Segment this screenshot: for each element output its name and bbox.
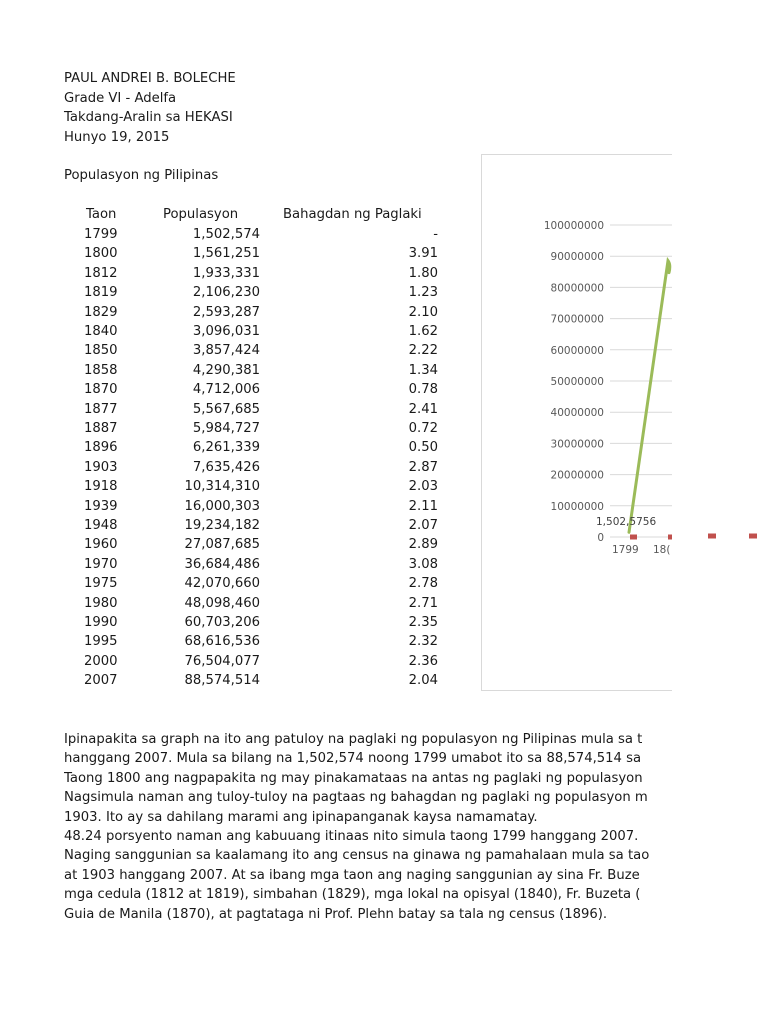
table-cell-year: 1819 (84, 285, 118, 301)
table-cell-population: 48,098,460 (184, 595, 260, 611)
table-cell-growth-rate: 2.36 (408, 653, 438, 669)
paragraph-line: mga cedula (1812 at 1819), simbahan (1829), mga lokal na opisyal (1840), Fr. Buzeta ( (64, 887, 641, 903)
table-cell-population: 5,984,727 (192, 421, 260, 436)
paragraph-line: Nagsimula naman ang tuloy-tuloy na pagtaas ng bahagdan ng paglaki ng populasyon m (64, 790, 648, 806)
paragraph-line: Ipinapakita sa graph na ito ang patuloy na paglaki ng populasyon ng Pilipinas mula sa t (64, 732, 643, 747)
table-cell-year: 1799 (84, 227, 118, 242)
table-cell-growth-rate: 0.78 (408, 382, 438, 398)
paragraph-line: Naging sanggunian sa kaalamang ito ang census na ginawa ng pamahalaan mula sa tao (64, 848, 650, 864)
table-cell-growth-rate: 2.89 (408, 537, 438, 553)
table-cell-growth-rate: 2.04 (408, 673, 438, 689)
table-cell-population: 2,106,230 (192, 285, 260, 301)
table-cell-year: 1887 (84, 421, 118, 436)
table-cell-population: 60,703,206 (184, 615, 260, 630)
table-cell-growth-rate: 2.78 (408, 576, 438, 592)
table-cell-growth-rate: 1.80 (408, 265, 438, 281)
table-cell-population: 1,502,574 (192, 227, 260, 242)
table-cell-growth-rate: 2.32 (408, 634, 438, 650)
column-header-year: Taon (86, 207, 117, 222)
table-cell-population: 76,504,077 (184, 653, 260, 669)
table-cell-growth-rate: 2.07 (408, 518, 438, 533)
y-tick-label: 100000000 (543, 220, 604, 232)
data-label: 1,502,5756 (596, 516, 657, 528)
paragraph-line: hanggang 2007. Mula sa bilang na 1,502,574 noong 1799 umabot ito sa 88,574,514 sa (64, 751, 642, 767)
column-header-growth-rate: Bahagdan ng Paglaki (283, 207, 422, 222)
table-cell-year: 1918 (84, 479, 118, 495)
y-tick-label: 50000000 (550, 376, 604, 388)
table-cell-year: 1975 (84, 576, 118, 592)
table-cell-year: 2007 (84, 673, 118, 689)
column-header-population: Populasyon (163, 207, 239, 222)
table-cell-growth-rate: 2.03 (408, 479, 438, 495)
explanation-paragraph (64, 730, 671, 924)
table-cell-population: 42,070,660 (184, 576, 260, 592)
grade-section: Grade VI - Adelfa (64, 91, 177, 106)
table-cell-population: 27,087,685 (184, 537, 260, 553)
student-name: PAUL ANDREI B. BOLECHE (64, 71, 236, 86)
table-cell-population: 7,635,426 (192, 459, 260, 475)
table-cell-year: 1877 (84, 401, 118, 417)
y-tick-label: 80000000 (550, 282, 604, 295)
series-marker-growth-rate (708, 534, 716, 539)
y-tick-label: 70000000 (550, 313, 604, 326)
table-cell-year: 1800 (84, 246, 118, 262)
x-tick-label: 18( (653, 544, 671, 556)
table-cell-year: 1858 (84, 362, 118, 378)
table-cell-growth-rate: 1.23 (408, 285, 438, 301)
table-cell-growth-rate: 2.11 (408, 498, 438, 514)
table-cell-population: 1,561,251 (192, 246, 260, 262)
table-cell-growth-rate: 2.87 (408, 459, 438, 475)
y-tick-label: 30000000 (550, 438, 604, 451)
table-cell-population: 19,234,182 (184, 518, 260, 533)
paragraph-line: 48.24 porsyento naman ang kabuuang itinaas nito simula taong 1799 hanggang 2007. (64, 829, 639, 845)
table-cell-population: 4,290,381 (192, 362, 260, 378)
table-cell-year: 1970 (84, 556, 118, 572)
table-title: Populasyon ng Pilipinas (64, 168, 219, 183)
table-cell-year: 1829 (84, 304, 118, 320)
table-cell-population: 88,574,514 (184, 673, 260, 689)
table-cell-growth-rate: 2.71 (408, 595, 438, 611)
y-tick-label: 60000000 (550, 344, 604, 357)
table-cell-population: 6,261,339 (192, 440, 260, 456)
table-cell-year: 1960 (84, 537, 118, 553)
table-cell-population: 36,684,486 (184, 556, 260, 572)
paragraph-line: at 1903 hanggang 2007. At sa ibang mga taon ang naging sanggunian ay sina Fr. Buze (64, 867, 640, 883)
y-tick-label: 20000000 (550, 469, 604, 482)
table-cell-growth-rate: 2.22 (408, 343, 438, 359)
table-cell-population: 10,314,310 (184, 479, 260, 495)
table-cell-year: 1995 (84, 634, 118, 650)
table-cell-population: 68,616,536 (184, 634, 260, 650)
x-tick-label: 1799 (612, 544, 639, 556)
series-marker-growth-rate (668, 535, 672, 540)
table-cell-growth-rate: 1.62 (408, 324, 438, 339)
table-cell-population: 4,712,006 (192, 382, 260, 398)
table-cell-population: 3,096,031 (192, 324, 260, 339)
table-cell-year: 1903 (84, 459, 118, 475)
table-cell-year: 1896 (84, 440, 118, 456)
series-line-population (629, 261, 670, 533)
assignment-subject: Takdang-Aralin sa HEKASI (64, 110, 233, 125)
table-cell-year: 1948 (84, 518, 118, 533)
table-cell-population: 16,000,303 (184, 498, 260, 514)
table-cell-growth-rate: - (433, 227, 438, 242)
table-cell-growth-rate: 2.10 (408, 304, 438, 320)
table-cell-year: 2000 (84, 653, 118, 669)
paragraph-line: Taong 1800 ang nagpapakita ng may pinakamataas na antas ng paglaki ng populasyon (64, 770, 643, 786)
y-tick-label: 90000000 (550, 251, 604, 264)
table-cell-population: 3,857,424 (192, 343, 260, 359)
table-cell-year: 1990 (84, 615, 118, 630)
chart-plot (482, 155, 672, 690)
population-chart (481, 154, 672, 691)
paragraph-line: 1903. Ito ay sa dahilang marami ang ipinapanganak kaysa namamatay. (64, 809, 538, 825)
table-cell-population: 2,593,287 (192, 304, 260, 320)
y-tick-label: 0 (597, 532, 604, 544)
table-cell-year: 1939 (84, 498, 118, 514)
series-marker-growth-rate (749, 534, 757, 539)
table-cell-population: 5,567,685 (192, 401, 260, 417)
table-cell-growth-rate: 2.41 (408, 401, 438, 417)
date: Hunyo 19, 2015 (64, 130, 170, 145)
paragraph-line: Guia de Manila (1870), at pagtataga ni Prof. Plehn batay sa tala ng census (1896). (64, 906, 608, 922)
table-cell-year: 1840 (84, 324, 118, 339)
table-cell-growth-rate: 0.50 (408, 440, 438, 456)
series-marker-growth-rate (630, 535, 637, 540)
y-tick-label: 10000000 (550, 500, 604, 513)
table-cell-growth-rate: 3.08 (408, 556, 438, 572)
y-tick-label: 40000000 (550, 407, 604, 420)
table-cell-year: 1812 (84, 265, 118, 281)
table-cell-population: 1,933,331 (192, 265, 260, 281)
table-cell-growth-rate: 2.35 (408, 615, 438, 630)
table-cell-year: 1870 (84, 382, 118, 398)
table-cell-year: 1850 (84, 343, 118, 359)
table-cell-growth-rate: 3.91 (408, 246, 438, 262)
table-cell-growth-rate: 0.72 (408, 421, 438, 436)
table-cell-year: 1980 (84, 595, 118, 611)
table-cell-growth-rate: 1.34 (408, 362, 438, 378)
